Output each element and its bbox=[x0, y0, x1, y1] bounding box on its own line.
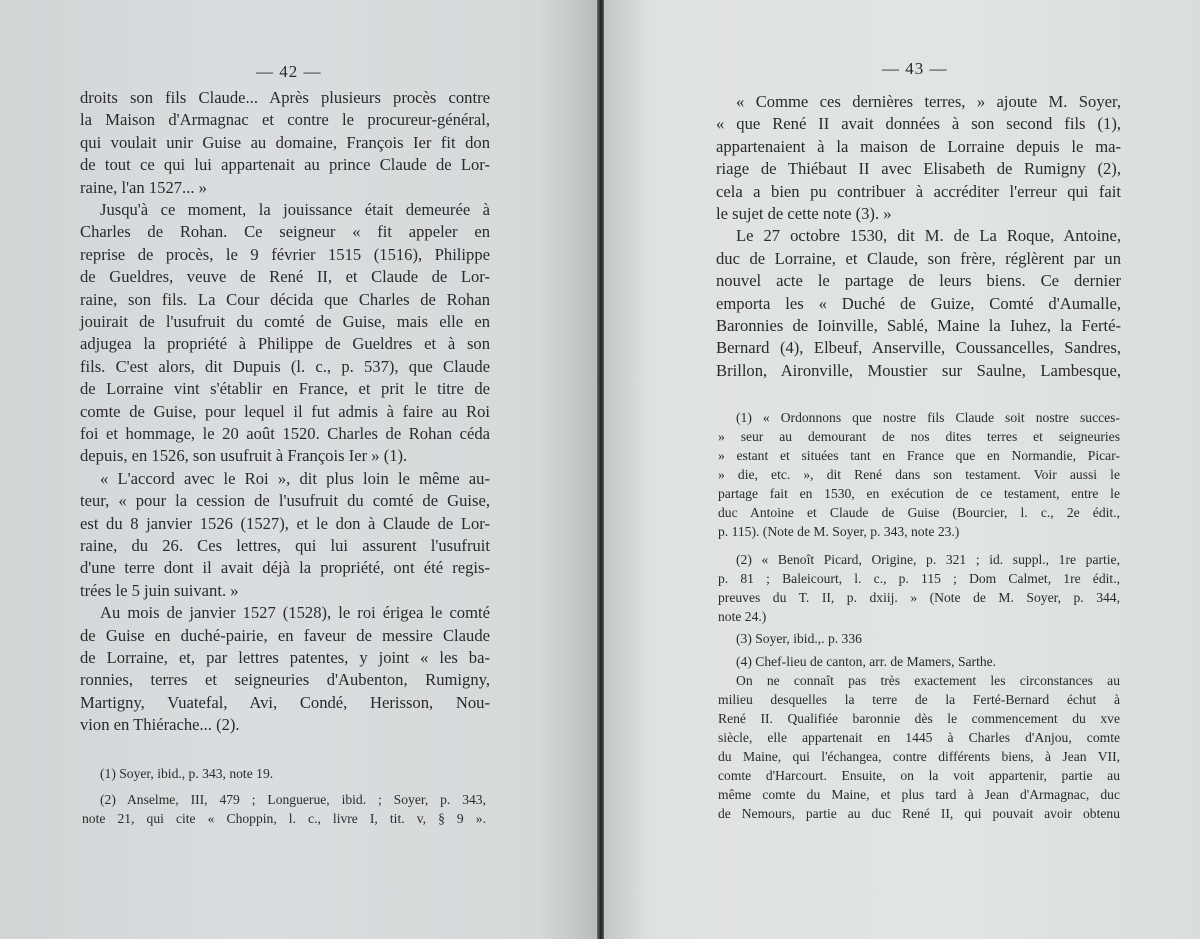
footnote-line: On ne connaît pas très exactement les circonstances au bbox=[736, 673, 1120, 688]
text-line: depuis, en 1526, son usufruit à François Ier » (1). bbox=[80, 446, 408, 466]
text-line: de Lorraine vint s'établir en France, et prit le titre de bbox=[80, 379, 490, 399]
text-line: de Lorraine, et, par lettres patentes, y joint « les ba- bbox=[80, 648, 490, 667]
text-line: de Gueldres, veuve de René II, et Claude de Lor- bbox=[80, 267, 490, 287]
footnote-line: p. 115). (Note de M. Soyer, p. 343, note 23.) bbox=[718, 524, 960, 539]
footnote-line: milieu desquelles la terre de la Ferté-Bernard échut à bbox=[718, 692, 1120, 707]
footnote-line: » die, etc. », dit René dans son testament. Voir aussi le bbox=[718, 467, 1120, 482]
text-line: qui voulait unir Guise au domaine, François Ier fit don bbox=[80, 132, 490, 152]
text-line: « Comme ces dernières terres, » ajoute M. Soyer, bbox=[736, 92, 1121, 111]
text-line: fils. C'est alors, dit Dupuis (l. c., p. 537), que Claude bbox=[80, 356, 490, 376]
text-line: Martigny, Vuatefal, Avi, Condé, Herisson, Nou- bbox=[80, 692, 490, 712]
text-line: Le 27 octobre 1530, dit M. de La Roque, Antoine, bbox=[736, 226, 1121, 246]
text-line: droits son fils Claude... Après plusieurs procès contre bbox=[80, 88, 490, 107]
left-page bbox=[0, 0, 598, 939]
text-line: nouvel acte le partage de leurs biens. Ce dernier bbox=[716, 271, 1121, 291]
footnote-line: » estant et situées tant en France que en Normandie, Picar- bbox=[718, 448, 1120, 463]
text-line: de Guise en duché-pairie, en faveur de messire Claude bbox=[80, 625, 490, 645]
footnote-line: de Nemours, partie au duc René II, qui pouvait avoir obtenu bbox=[718, 806, 1120, 821]
footnote-line: (1) « Ordonnons que nostre fils Claude soit nostre succes- bbox=[736, 410, 1120, 425]
footnote-line: même comte du Maine, et plus tard à Jean d'Armagnac, duc bbox=[718, 787, 1120, 802]
text-line: Baronnies de Ioinville, Sablé, Maine la Iuhez, la Ferté- bbox=[716, 316, 1121, 335]
text-line: raine, du 26. Ces lettres, qui lui assurent l'usufruit bbox=[80, 536, 490, 555]
text-line: Charles de Rohan. Ce seigneur « fit appeler en bbox=[80, 222, 490, 242]
footnote-line: partage fait en 1530, en exécution de ce testament, entre le bbox=[718, 486, 1120, 501]
text-line: adjugea la propriété à Philippe de Gueldres et à son bbox=[80, 334, 490, 354]
text-line: jouirait de l'usufruit du comté de Guise, mais elle en bbox=[80, 312, 490, 331]
page-number: — 42 — bbox=[256, 62, 322, 81]
footnote-line: note 21, qui cite « Choppin, l. c., livre I, tit. v, § 9 ». bbox=[82, 811, 486, 826]
text-line: cela a bien pu contribuer à accréditer l'erreur qui fait bbox=[716, 181, 1121, 201]
footnote-line: du Maine, qui l'échangea, contre différents biens, à Jean VII, bbox=[718, 749, 1120, 764]
text-line: appartenaient à la maison de Lorraine depuis le ma- bbox=[716, 136, 1121, 156]
text-line: de tout ce qui lui appartenait au prince Claude de Lor- bbox=[80, 155, 490, 175]
text-line: Jusqu'à ce moment, la jouissance était demeurée à bbox=[100, 200, 490, 219]
right-page bbox=[604, 0, 1200, 939]
text-line: la Maison d'Armagnac et contre le procureur-général, bbox=[80, 110, 490, 130]
footnote-line: René II. Qualifiée baronnie dès le commencement du xve bbox=[718, 711, 1120, 726]
text-line: Brillon, Aironville, Moustier sur Saulne, Lambesque, bbox=[716, 360, 1121, 380]
footnote-line: preuves du T. II, p. dxiij. » (Note de M. Soyer, p. 344, bbox=[718, 590, 1120, 605]
page-number: — 43 — bbox=[882, 59, 948, 78]
text-line: riage de Thiébaut II avec Elisabeth de Rumigny (2), bbox=[716, 159, 1121, 179]
text-line: d'une terre dont il avait déjà la propriété, ont été regis- bbox=[80, 558, 490, 578]
text-line: comte de Guise, pour lequel il fut admis à faire au Roi bbox=[80, 401, 490, 421]
text-line: reprise de procès, le 9 février 1515 (1516), Philippe bbox=[80, 244, 490, 264]
footnote-line: comte d'Harcourt. Ensuite, on la voit appartenir, partie au bbox=[718, 768, 1120, 783]
footnote-line: note 24.) bbox=[718, 609, 767, 624]
text-line: raine, l'an 1527... » bbox=[80, 177, 207, 197]
text-line: « que René II avait données à son second fils (1), bbox=[716, 114, 1121, 134]
text-line: duc de Lorraine, et Claude, son frère, réglèrent par un bbox=[716, 248, 1121, 268]
footnote-line: » seur au demourant de nos dites terres et seigneuries bbox=[718, 429, 1120, 444]
text-line: Au mois de janvier 1527 (1528), le roi érigea le comté bbox=[100, 603, 490, 623]
footnote-line: siècle, elle appartenait en 1445 à Charles d'Anjou, comte bbox=[718, 730, 1120, 745]
text-line: teur, « pour la cession de l'usufruit du comté de Guise, bbox=[80, 491, 490, 511]
footnote-line: (3) Soyer, ibid.,. p. 336 bbox=[736, 631, 862, 646]
text-line: Bernard (4), Elbeuf, Anserville, Coussancelles, Sandres, bbox=[716, 338, 1121, 358]
text-line: raine, son fils. La Cour décida que Charles de Rohan bbox=[80, 289, 490, 309]
text-line: « L'accord avec le Roi », dit plus loin le même au- bbox=[100, 468, 490, 488]
text-line: ronnies, terres et seigneuries d'Aubenton, Rumigny, bbox=[80, 670, 490, 690]
footnote-line: (2) Anselme, III, 479 ; Longuerue, ibid. ; Soyer, p. 343, bbox=[100, 792, 486, 807]
text-line: trées le 5 juin suivant. » bbox=[80, 580, 239, 600]
footnote-line: (4) Chef-lieu de canton, arr. de Mamers, Sarthe. bbox=[736, 654, 997, 669]
text-line: emporta les « Duché de Guize, Comté d'Aumalle, bbox=[716, 293, 1121, 313]
text-line: foi et hommage, le 20 août 1520. Charles de Rohan céda bbox=[80, 424, 490, 443]
text-line: est du 8 janvier 1526 (1527), et le don à Claude de Lor- bbox=[80, 513, 490, 533]
footnote-line: (1) Soyer, ibid., p. 343, note 19. bbox=[100, 766, 274, 781]
text-line: vion en Thiérache... (2). bbox=[80, 715, 240, 735]
text-line: le sujet de cette note (3). » bbox=[716, 204, 892, 223]
footnote-line: duc Antoine et Claude de Guise (Bourcier, l. c., 2e édit., bbox=[718, 505, 1120, 520]
footnote-line: p. 81 ; Baleicourt, l. c., p. 115 ; Dom Calmet, 1re édit., bbox=[718, 571, 1120, 586]
footnote-line: (2) « Benoît Picard, Origine, p. 321 ; id. suppl., 1re partie, bbox=[736, 552, 1120, 567]
